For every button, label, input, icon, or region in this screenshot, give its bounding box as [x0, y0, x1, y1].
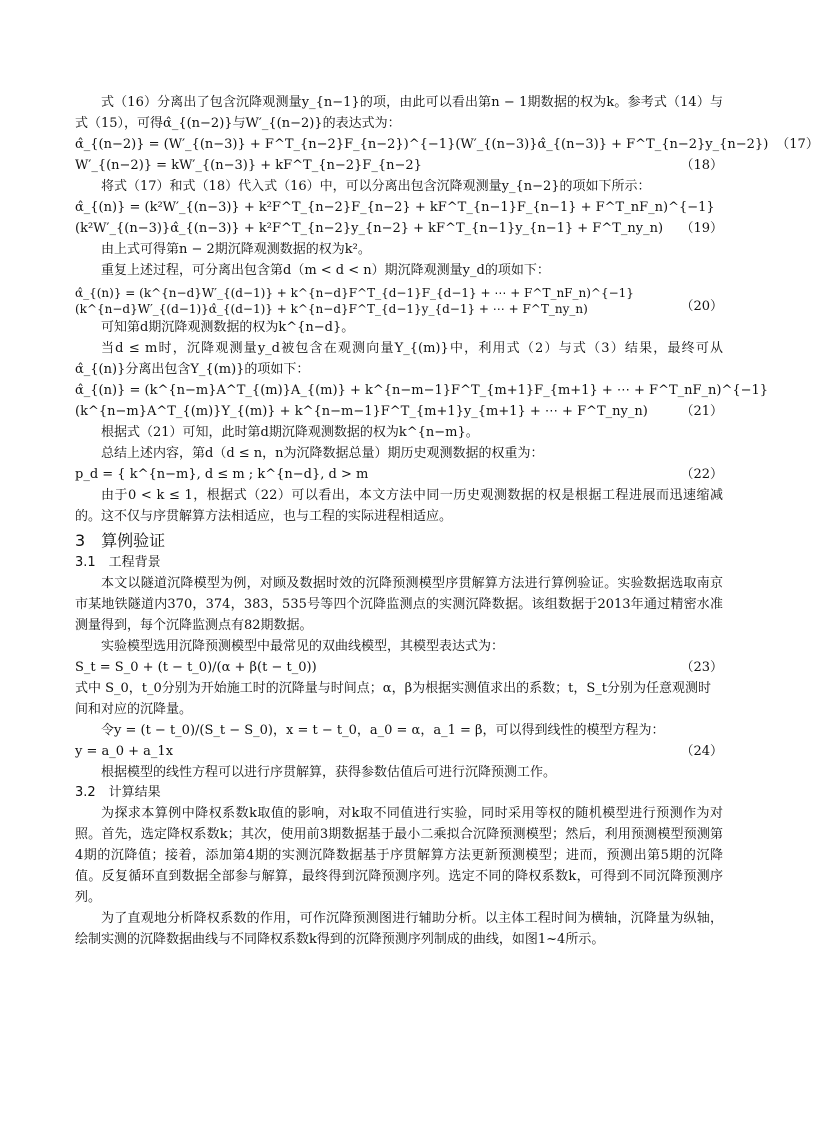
equation-24-body: y = a_0 + a_1x: [75, 744, 174, 759]
equation-17-body: α̂_{(n−2)} = (W′_{(n−3)} + F^T_{n−2}F_{n−2})^{−1}(W′_{(n−3)}α̂_{(n−3)} + F^T_{n−2}y_{n−2}): [75, 137, 769, 152]
equation-19-line1: [75, 197, 723, 218]
paragraph-substitute: 将式（17）和式（18）代入式（16）中，可以分离出包含沉降观测量y_{n−2}的项如下所示：: [101, 179, 651, 194]
paragraph-summary: 总结上述内容，第d（d ≤ n，n为沉降数据总量）期历史观测数据的权重为：: [101, 446, 544, 461]
section-heading-3-1: 3.1 工程背景: [75, 555, 161, 570]
paragraph-weight-n-1: 式（16）分离出了包含沉降观测量y_{n−1}的项，由此可以看出第n − 1期数据的权为k。参考式（14）与式（15），可得α̂_{(n−2)}与W′_{(n−2)}的表达式为：: [75, 95, 723, 131]
paragraph-symbols: 式中 S_0，t_0分别为开始施工时的沉降量与时间点；α，β为根据实测值求出的系数；t，S_t分别为任意观测时间和对应的沉降量。: [75, 681, 711, 717]
equation-21-body-a: α̂_{(n)} = (k^{n−m}A^T_{(m)}A_{(m)} + k^{n−m−1}F^T_{m+1}F_{m+1} + ⋯ + F^T_nF_n)^{−1}: [75, 383, 769, 398]
paragraph-model-choice: 实验模型选用沉降预测模型中最常见的双曲线模型，其模型表达式为：: [101, 639, 505, 654]
paragraph-conclusion: 由于0 < k ≤ 1，根据式（22）可以看出，本文方法中同一历史观测数据的权是根据工程进展而迅速缩减的。这不仅与序贯解算方法相适应，也与工程的实际进程相适应。: [75, 488, 723, 524]
paragraph-linearize: 令y = (t − t_0)/(S_t − S_0)，x = t − t_0，a_0 = α，a_1 = β，可以得到线性的模型方程为：: [101, 723, 665, 738]
equation-21-line1: [75, 380, 769, 401]
equation-19-number: （19）: [680, 221, 723, 236]
equation-22-number: （22）: [680, 467, 723, 482]
paragraph-procedure: 为探求本算例中降权系数k取值的影响，对k取不同值进行实验，同时采用等权的随机模型进行预测作为对照。首先，选定降权系数k；其次，使用前3期数据基于最小二乘拟合沉降预测模型；然后，利用预测模型预测第4期的沉降值；接着，添加第4期的实测沉降数据基于序贯解算方法更新预测模型；进而，预测出第5期的沉降值。反复循环直到数据全部参与解算，最终得到沉降预测序列。选定不同的降权系数k，可得到不同沉降预测序列。: [75, 806, 723, 905]
equation-17-number: （17）: [776, 137, 819, 152]
equation-19-body-a: α̂_{(n)} = (k²W′_{(n−3)} + k²F^T_{n−2}F_{n−2} + kF^T_{n−1}F_{n−1} + F^T_nF_n)^{−1}: [75, 200, 715, 215]
equation-23-body: S_t = S_0 + (t − t_0)/(α + β(t − t_0)): [75, 660, 317, 675]
equation-18-body: W′_{(n−2)} = kW′_{(n−3)} + kF^T_{n−2}F_{n−2}: [75, 158, 422, 173]
equation-24: [75, 741, 723, 762]
section-heading-3-2: 3.2 计算结果: [75, 785, 161, 800]
equation-20: [75, 281, 723, 317]
equation-20-number: （20）: [680, 299, 723, 314]
paragraph-weight-n-m: 根据式（21）可知，此时第d期沉降观测数据的权为k^{n−m}。: [101, 425, 479, 440]
paragraph-sequential: 根据模型的线性方程可以进行序贯解算，获得参数估值后可进行沉降预测工作。: [101, 765, 557, 780]
equation-18: [75, 155, 723, 176]
equation-18-number: （18）: [680, 158, 723, 173]
paragraph-weight-d: 可知第d期沉降观测数据的权为k^{n−d}。: [101, 320, 355, 335]
paragraph-d-le-m: 当d ≤ m时，沉降观测量y_d被包含在观测向量Y_{(m)}中，利用式（2）与式（3）结果，最终可从α̂_{(n)}分离出包含Y_{(m)}的项如下：: [75, 341, 723, 377]
equation-23-number: （23）: [680, 660, 723, 675]
equation-23: [75, 657, 723, 678]
equation-22-body: p_d = { k^{n−m}, d ≤ m ; k^{n−d}, d > m: [75, 467, 369, 482]
paper-page: [75, 92, 819, 950]
equation-21-number: （21）: [680, 404, 723, 419]
equation-20-body: α̂_{(n)} = (k^{n−d}W′_{(d−1)} + k^{n−d}F^T_{d−1}F_{d−1} + ⋯ + F^T_nF_n)^{−1}(k^{n−d}W′_{(d−1)}α̂_{(d−1)} + k^{n−d}F^T_{d−1}y_{d−1} + ⋯ + F^T_ny_n): [75, 286, 634, 316]
paragraph-weight-n-2: 由上式可得第n − 2期沉降观测数据的权为k²。: [101, 242, 371, 257]
equation-21-body-b: (k^{n−m}A^T_{(m)}Y_{(m)} + k^{n−m−1}F^T_{m+1}y_{m+1} + ⋯ + F^T_ny_n): [75, 404, 648, 419]
equation-17: [75, 134, 819, 155]
equation-24-number: （24）: [680, 744, 723, 759]
equation-19-body-b: (k²W′_{(n−3)}α̂_{(n−3)} + k²F^T_{n−2}y_{n−2} + kF^T_{n−1}y_{n−1} + F^T_ny_n): [75, 221, 664, 236]
equation-22: [75, 464, 723, 485]
paragraph-repeat: 重复上述过程，可分离出包含第d（m < d < n）期沉降观测量y_d的项如下：: [101, 263, 550, 278]
paragraph-background: 本文以隧道沉降模型为例，对顾及数据时效的沉降预测模型序贯解算方法进行算例验证。实验数据选取南京市某地铁隧道内370，374，383，535号等四个沉降监测点的实测沉降数据。该组数据于2013年通过精密水准测量得到，每个沉降监测点有82期数据。: [75, 576, 723, 633]
paragraph-figures: 为了直观地分析降权系数的作用，可作沉降预测图进行辅助分析。以主体工程时间为横轴，沉降量为纵轴，绘制实测的沉降数据曲线与不同降权系数k得到的沉降预测序列制成的曲线，如图1~4所示。: [75, 911, 723, 947]
equation-21-line2: [75, 401, 723, 422]
section-heading-3: 3 算例验证: [75, 531, 166, 550]
equation-19-line2: [75, 218, 723, 239]
